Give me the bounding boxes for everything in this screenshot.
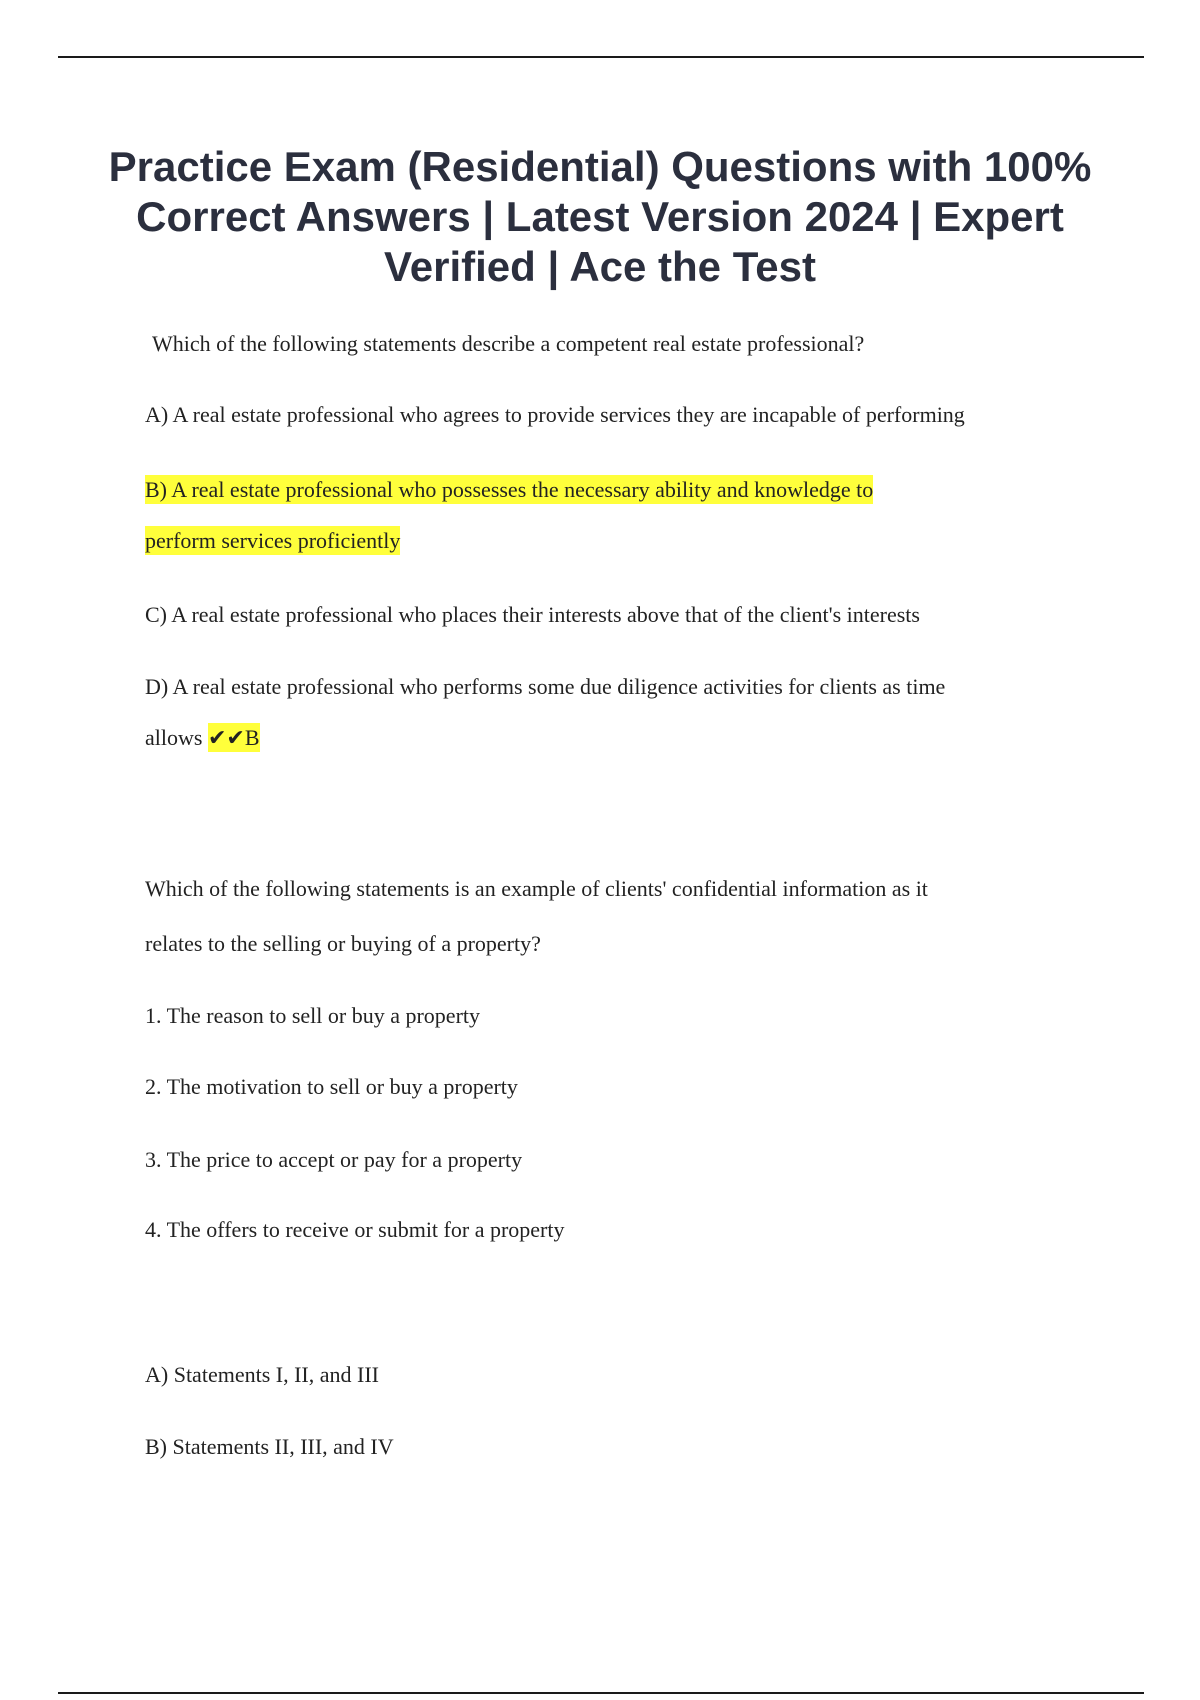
question-2-prompt-line-2: relates to the selling or buying of a property? [145, 931, 541, 956]
question-1-option-b-line-2 [145, 527, 400, 555]
option-d-continuation: allows [145, 725, 203, 750]
question-1-option-d-line-2 [145, 724, 260, 752]
answer-highlight: B) A real estate professional who possesses the necessary ability and knowledge to [145, 477, 874, 502]
question-1-option-d-line-1: D) A real estate professional who performs some due diligence activities for clients as time [145, 674, 946, 699]
answer-key: ✔✔B [207, 725, 260, 750]
question-2-prompt-line-1: Which of the following statements is an example of clients' confidential information as it [145, 876, 928, 901]
answer-highlight: perform services proficiently [145, 528, 401, 553]
statement-item: 3. The price to accept or pay for a property [145, 1147, 523, 1172]
statement-item: 2. The motivation to sell or buy a property [145, 1074, 518, 1099]
statement-item: 4. The offers to receive or submit for a property [145, 1217, 565, 1242]
document-title: Practice Exam (Residential) Questions with 100% Correct Answers | Latest Version 2024 | Expert Verified | Ace the Test [108, 143, 1092, 290]
question-1-option-c: C) A real estate professional who places their interests above that of the client's interests [145, 602, 920, 627]
question-1-option-a: A) A real estate professional who agrees to provide services they are incapable of performing [145, 402, 965, 427]
question-2-option-b: B) Statements II, III, and IV [145, 1434, 394, 1459]
footer-rule [58, 1692, 1144, 1694]
question-1-prompt: Which of the following statements describe a competent real estate professional? [152, 331, 865, 356]
question-2-option-a: A) Statements I, II, and III [145, 1362, 379, 1387]
header-rule [58, 56, 1144, 58]
question-1-option-b-line-1 [145, 476, 873, 504]
statement-item: 1. The reason to sell or buy a property [145, 1003, 481, 1028]
